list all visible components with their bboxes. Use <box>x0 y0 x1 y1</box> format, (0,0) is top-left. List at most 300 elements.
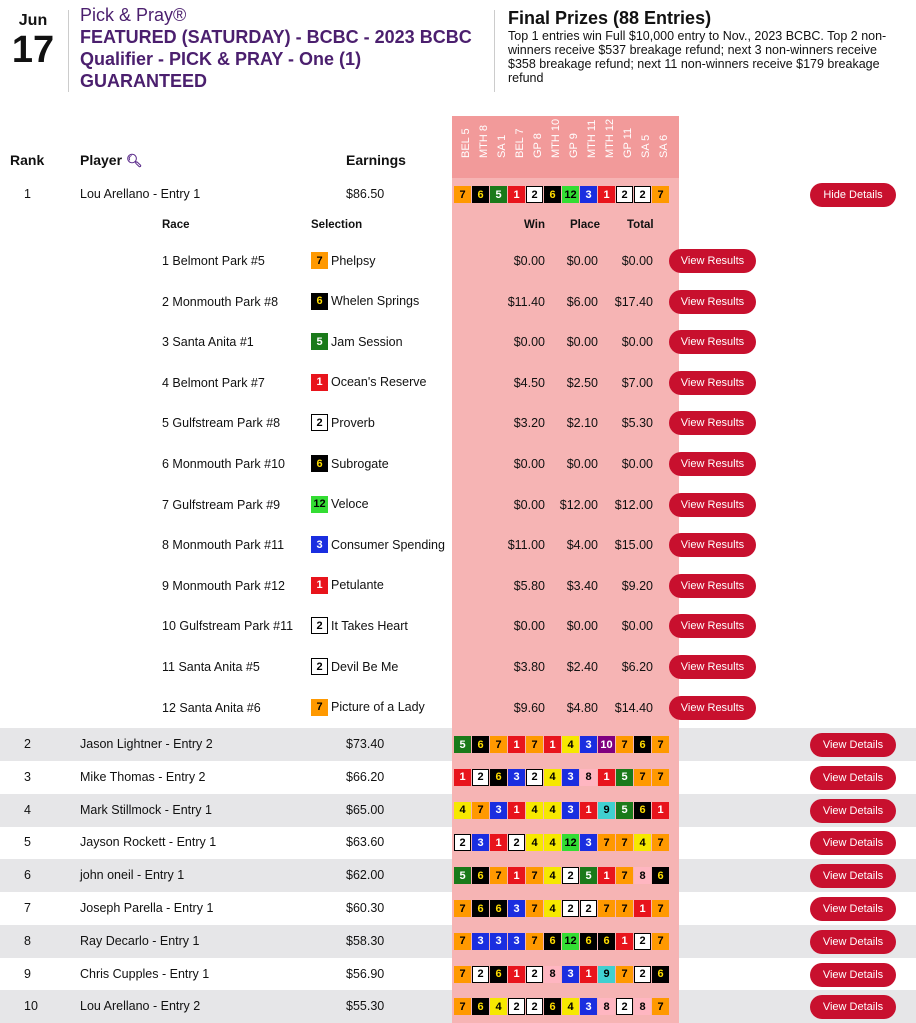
saddle-cloth-number: 6 <box>544 998 561 1015</box>
saddle-cloth-number: 2 <box>311 617 328 634</box>
place-amount: $4.00 <box>566 538 598 553</box>
saddle-cloth-number: 1 <box>652 802 669 819</box>
race-column-label: GP 8 <box>532 133 544 158</box>
saddle-cloth-number: 3 <box>580 834 597 851</box>
win-amount: $11.40 <box>507 294 545 309</box>
brand-name: Pick & Pray® <box>80 5 187 25</box>
race-column-header <box>564 118 582 170</box>
saddle-cloth-number: 8 <box>544 966 561 983</box>
view-results-button[interactable]: View Results <box>669 533 756 557</box>
view-results-button[interactable]: View Results <box>669 290 756 314</box>
race-name: 11 Santa Anita #5 <box>162 660 260 674</box>
saddle-cloth-number: 7 <box>652 900 669 917</box>
total-amount: $0.00 <box>621 254 653 268</box>
race-name: 2 Monmouth Park #8 <box>162 294 279 309</box>
race-column-header <box>600 118 618 170</box>
earnings-cell: $86.50 <box>346 187 385 201</box>
selection-cell <box>311 658 398 675</box>
race-name: 9 Monmouth Park #12 <box>162 578 285 593</box>
view-results-button[interactable]: View Results <box>669 574 756 598</box>
earnings-header: Earnings <box>346 152 406 168</box>
detail-row <box>0 526 916 566</box>
detail-row <box>0 404 916 444</box>
saddle-cloth-number: 2 <box>616 998 633 1015</box>
selection-cell <box>311 577 384 594</box>
detail-row <box>0 486 916 526</box>
win-amount: $3.20 <box>513 416 545 431</box>
place-amount: $3.40 <box>566 578 598 593</box>
detail-row <box>0 283 916 323</box>
race-column-label: BEL 7 <box>514 128 526 158</box>
hide-details-button[interactable]: Hide Details <box>810 183 896 207</box>
saddle-cloth-number: 2 <box>311 414 328 431</box>
saddle-cloth-number: 7 <box>652 933 669 950</box>
saddle-cloth-number: 2 <box>634 933 651 950</box>
horse-name: Jam Session <box>331 334 403 349</box>
win-amount: $4.50 <box>513 375 545 390</box>
selection-cell <box>311 699 425 716</box>
saddle-cloth-number: 3 <box>472 933 489 950</box>
place-amount: $0.00 <box>566 457 598 471</box>
view-details-button[interactable]: View Details <box>810 864 896 888</box>
detail-total-header: Total <box>627 219 654 231</box>
race-column-header <box>510 118 528 170</box>
saddle-cloth-number: 2 <box>526 186 543 203</box>
saddle-cloth-number: 7 <box>616 966 633 983</box>
picks-boxes <box>454 736 669 753</box>
race-column-label: MTH 8 <box>478 125 490 158</box>
race-column-header <box>492 118 510 170</box>
saddle-cloth-number: 7 <box>454 933 471 950</box>
saddle-cloth-number: 6 <box>544 186 561 203</box>
saddle-cloth-number: 12 <box>311 496 328 513</box>
player-cell: Mark Stillmock - Entry 1 <box>80 802 212 817</box>
saddle-cloth-number: 3 <box>562 966 579 983</box>
view-results-button[interactable]: View Results <box>669 249 756 273</box>
earnings-cell: $58.30 <box>346 933 385 948</box>
saddle-cloth-number: 7 <box>652 834 669 851</box>
view-results-button[interactable]: View Results <box>669 411 756 435</box>
race-name: 4 Belmont Park #7 <box>162 375 265 390</box>
date-day: 17 <box>11 29 55 71</box>
saddle-cloth-number: 6 <box>490 966 507 983</box>
place-amount: $4.80 <box>566 700 598 715</box>
saddle-cloth-number: 1 <box>490 834 507 851</box>
saddle-cloth-number: 6 <box>472 867 489 884</box>
saddle-cloth-number: 1 <box>508 867 525 884</box>
divider <box>68 10 69 92</box>
race-name: 1 Belmont Park #5 <box>162 254 265 268</box>
picks-boxes <box>454 966 669 983</box>
saddle-cloth-number: 5 <box>454 867 471 884</box>
prizes-text: Top 1 entries win Full $10,000 entry to Nov., 2023 BCBC. Top 2 non-winners receive $537 breakage refund; next 3 non-winners receive $358 breakage refund; next 11 non-winners receive $179 breakage refund <box>508 29 887 85</box>
saddle-cloth-number: 8 <box>598 998 615 1015</box>
saddle-cloth-number: 8 <box>634 998 651 1015</box>
race-column-label: SA 1 <box>496 134 508 158</box>
leaderboard-row <box>0 925 916 958</box>
detail-row <box>0 364 916 404</box>
race-column-header <box>582 118 600 170</box>
date-month: Jun <box>18 12 48 29</box>
total-amount: $14.40 <box>614 700 653 715</box>
rank-cell: 6 <box>24 868 31 883</box>
saddle-cloth-number: 8 <box>634 867 651 884</box>
saddle-cloth-number: 4 <box>544 867 561 884</box>
saddle-cloth-number: 7 <box>616 867 633 884</box>
saddle-cloth-number: 6 <box>472 186 489 203</box>
earnings-cell: $62.00 <box>346 868 385 883</box>
saddle-cloth-number: 7 <box>490 736 507 753</box>
total-amount: $15.00 <box>614 538 653 553</box>
view-details-button[interactable]: View Details <box>810 733 896 757</box>
selection-cell <box>311 252 375 269</box>
earnings-cell: $60.30 <box>346 901 385 915</box>
saddle-cloth-number: 5 <box>490 186 507 203</box>
win-amount: $0.00 <box>513 335 545 350</box>
picks-boxes <box>454 834 669 851</box>
picks-boxes <box>454 998 669 1015</box>
earnings-cell: $56.90 <box>346 966 385 981</box>
saddle-cloth-number: 7 <box>454 900 471 917</box>
place-amount: $12.00 <box>559 497 598 512</box>
view-results-button[interactable]: View Results <box>669 696 756 720</box>
view-details-button[interactable]: View Details <box>810 799 896 823</box>
race-name: 6 Monmouth Park #10 <box>162 457 285 471</box>
saddle-cloth-number: 7 <box>454 998 471 1015</box>
view-details-button[interactable]: View Details <box>810 963 896 987</box>
saddle-cloth-number: 2 <box>562 867 579 884</box>
saddle-cloth-number: 4 <box>544 834 561 851</box>
saddle-cloth-number: 1 <box>311 374 328 391</box>
saddle-cloth-number: 6 <box>652 966 669 983</box>
saddle-cloth-number: 2 <box>472 769 489 786</box>
detail-selection-header: Selection <box>311 219 363 231</box>
view-results-button[interactable]: View Results <box>669 330 756 354</box>
race-column-header <box>546 118 564 170</box>
selection-cell <box>311 374 426 391</box>
saddle-cloth-number: 5 <box>616 769 633 786</box>
rank-cell: 8 <box>24 933 31 948</box>
place-amount: $2.50 <box>566 375 598 390</box>
selection-cell <box>311 414 375 431</box>
view-details-button[interactable]: View Details <box>810 766 896 790</box>
prizes-title: Final Prizes (88 Entries) <box>508 8 712 28</box>
race-column-header <box>456 118 474 170</box>
player-cell: Jason Lightner - Entry 2 <box>80 737 213 751</box>
saddle-cloth-number: 9 <box>598 966 615 983</box>
saddle-cloth-number: 4 <box>526 802 543 819</box>
rank-cell: 7 <box>24 901 31 915</box>
saddle-cloth-number: 3 <box>580 736 597 753</box>
place-amount: $2.10 <box>566 416 598 431</box>
race-column-header <box>654 118 672 170</box>
saddle-cloth-number: 5 <box>616 802 633 819</box>
saddle-cloth-number: 3 <box>472 834 489 851</box>
total-amount: $9.20 <box>621 578 653 593</box>
saddle-cloth-number: 6 <box>311 455 328 472</box>
player-cell: Lou Arellano - Entry 2 <box>80 999 201 1014</box>
saddle-cloth-number: 6 <box>598 933 615 950</box>
race-name: 3 Santa Anita #1 <box>162 335 254 350</box>
saddle-cloth-number: 1 <box>580 802 597 819</box>
rank-cell: 4 <box>24 802 31 817</box>
saddle-cloth-number: 1 <box>508 186 525 203</box>
race-name: 12 Santa Anita #6 <box>162 700 261 715</box>
total-amount: $0.00 <box>621 457 653 471</box>
rank-cell: 1 <box>24 187 31 201</box>
horse-name: Proverb <box>331 415 375 430</box>
saddle-cloth-number: 7 <box>472 802 489 819</box>
selection-cell <box>311 536 445 553</box>
saddle-cloth-number: 7 <box>311 699 328 716</box>
total-amount: $6.20 <box>621 660 653 674</box>
saddle-cloth-number: 7 <box>526 900 543 917</box>
leader-row <box>0 180 916 210</box>
saddle-cloth-number: 7 <box>454 186 471 203</box>
rank-cell: 5 <box>24 835 31 850</box>
saddle-cloth-number: 7 <box>526 867 543 884</box>
saddle-cloth-number: 7 <box>616 900 633 917</box>
saddle-cloth-number: 1 <box>508 802 525 819</box>
player-cell: Jayson Rockett - Entry 1 <box>80 835 217 850</box>
total-amount: $0.00 <box>621 619 653 634</box>
saddle-cloth-number: 7 <box>311 252 328 269</box>
horse-name: Veloce <box>331 497 369 512</box>
picks-boxes <box>454 867 669 884</box>
earnings-cell: $63.60 <box>346 835 385 850</box>
place-amount: $2.40 <box>566 660 598 674</box>
detail-row <box>0 567 916 607</box>
rank-cell: 10 <box>24 999 38 1014</box>
saddle-cloth-number: 4 <box>544 802 561 819</box>
win-amount: $11.00 <box>507 538 545 553</box>
total-amount: $7.00 <box>621 375 653 390</box>
race-column-label: SA 6 <box>658 134 670 158</box>
saddle-cloth-number: 2 <box>562 900 579 917</box>
saddle-cloth-number: 7 <box>454 966 471 983</box>
detail-race-header: Race <box>162 219 190 231</box>
detail-place-header: Place <box>570 219 601 231</box>
saddle-cloth-number: 9 <box>598 802 615 819</box>
saddle-cloth-number: 2 <box>526 998 543 1015</box>
leaderboard-row <box>0 859 916 892</box>
win-amount: $0.00 <box>513 254 545 268</box>
detail-row <box>0 323 916 363</box>
saddle-cloth-number: 2 <box>634 186 651 203</box>
win-amount: $0.00 <box>513 619 545 634</box>
leaderboard-row <box>0 761 916 794</box>
place-amount: $6.00 <box>566 294 598 309</box>
race-column-header <box>618 118 636 170</box>
player-cell: Joseph Parella - Entry 1 <box>80 901 214 915</box>
race-column-label: SA 5 <box>640 134 652 158</box>
race-column-header <box>636 118 654 170</box>
horse-name: Subrogate <box>331 456 389 471</box>
saddle-cloth-number: 6 <box>652 867 669 884</box>
race-column-label: MTH 11 <box>586 119 598 158</box>
win-amount: $0.00 <box>513 497 545 512</box>
saddle-cloth-number: 3 <box>562 769 579 786</box>
player-cell: Chris Cupples - Entry 1 <box>80 966 210 981</box>
saddle-cloth-number: 1 <box>508 736 525 753</box>
saddle-cloth-number: 1 <box>580 966 597 983</box>
place-amount: $0.00 <box>566 619 598 634</box>
saddle-cloth-number: 1 <box>598 769 615 786</box>
saddle-cloth-number: 1 <box>616 933 633 950</box>
saddle-cloth-number: 6 <box>634 736 651 753</box>
saddle-cloth-number: 7 <box>598 834 615 851</box>
saddle-cloth-number: 5 <box>454 736 471 753</box>
saddle-cloth-number: 6 <box>311 293 328 310</box>
race-column-label: GP 11 <box>622 127 634 158</box>
race-headers <box>452 116 679 178</box>
saddle-cloth-number: 7 <box>616 834 633 851</box>
saddle-cloth-number: 7 <box>652 736 669 753</box>
saddle-cloth-number: 12 <box>562 186 579 203</box>
saddle-cloth-number: 2 <box>311 658 328 675</box>
saddle-cloth-number: 5 <box>311 333 328 350</box>
saddle-cloth-number: 3 <box>490 802 507 819</box>
saddle-cloth-number: 2 <box>454 834 471 851</box>
player-header[interactable] <box>80 152 143 169</box>
divider <box>494 10 495 92</box>
view-results-button[interactable]: View Results <box>669 655 756 679</box>
rank-cell: 3 <box>24 769 31 784</box>
saddle-cloth-number: 7 <box>634 769 651 786</box>
saddle-cloth-number: 2 <box>580 900 597 917</box>
saddle-cloth-number: 3 <box>562 802 579 819</box>
saddle-cloth-number: 6 <box>634 802 651 819</box>
rank-cell: 2 <box>24 737 31 751</box>
saddle-cloth-number: 6 <box>490 900 507 917</box>
saddle-cloth-number: 6 <box>490 769 507 786</box>
player-cell: Mike Thomas - Entry 2 <box>80 769 206 784</box>
saddle-cloth-number: 6 <box>472 900 489 917</box>
saddle-cloth-number: 2 <box>472 966 489 983</box>
horse-name: Phelpsy <box>331 253 376 268</box>
detail-row <box>0 242 916 282</box>
saddle-cloth-number: 4 <box>490 998 507 1015</box>
earnings-cell: $65.00 <box>346 802 385 817</box>
saddle-cloth-number: 1 <box>454 769 471 786</box>
saddle-cloth-number: 6 <box>544 933 561 950</box>
contest-title: FEATURED (SATURDAY) - BCBC - 2023 BCBC Qualifier - PICK & PRAY - One (1) GUARANTEED <box>80 27 472 91</box>
saddle-cloth-number: 2 <box>508 998 525 1015</box>
saddle-cloth-number: 6 <box>580 933 597 950</box>
saddle-cloth-number: 1 <box>508 966 525 983</box>
saddle-cloth-number: 7 <box>598 900 615 917</box>
picks-boxes <box>454 802 669 819</box>
view-details-button[interactable]: View Details <box>810 831 896 855</box>
saddle-cloth-number: 3 <box>580 186 597 203</box>
saddle-cloth-number: 4 <box>526 834 543 851</box>
view-details-button[interactable]: View Details <box>810 930 896 954</box>
picks-boxes <box>454 933 669 950</box>
saddle-cloth-number: 3 <box>508 769 525 786</box>
horse-name: Whelen Springs <box>331 294 420 309</box>
date-block <box>8 12 58 70</box>
saddle-cloth-number: 1 <box>634 900 651 917</box>
horse-name: Picture of a Lady <box>331 700 425 715</box>
picks-boxes <box>454 900 669 917</box>
view-results-button[interactable]: View Results <box>669 452 756 476</box>
leaderboard-row <box>0 892 916 925</box>
race-column-label: GP 9 <box>568 133 580 158</box>
player-header-label: Player <box>80 152 123 168</box>
detail-win-header: Win <box>524 219 545 231</box>
selection-cell <box>311 333 403 350</box>
player-cell: john oneil - Entry 1 <box>80 868 185 883</box>
selection-cell <box>311 293 419 310</box>
saddle-cloth-number: 2 <box>508 834 525 851</box>
race-column-header <box>474 118 492 170</box>
saddle-cloth-number: 4 <box>562 998 579 1015</box>
prizes-block <box>508 8 908 85</box>
saddle-cloth-number: 7 <box>490 867 507 884</box>
view-results-button[interactable]: View Results <box>669 371 756 395</box>
total-amount: $17.40 <box>614 294 653 309</box>
saddle-cloth-number: 4 <box>634 834 651 851</box>
detail-row <box>0 445 916 485</box>
saddle-cloth-number: 3 <box>311 536 328 553</box>
earnings-cell: $55.30 <box>346 999 385 1014</box>
picks-boxes <box>454 186 669 203</box>
saddle-cloth-number: 6 <box>472 998 489 1015</box>
saddle-cloth-number: 10 <box>598 736 615 753</box>
search-icon[interactable]: 🔍︎ <box>126 153 143 168</box>
race-column-label: BEL 5 <box>460 128 472 158</box>
saddle-cloth-number: 3 <box>580 998 597 1015</box>
view-results-button[interactable]: View Results <box>669 614 756 638</box>
saddle-cloth-number: 5 <box>580 867 597 884</box>
saddle-cloth-number: 1 <box>544 736 561 753</box>
horse-name: Devil Be Me <box>331 659 399 674</box>
rank-cell: 9 <box>24 966 31 981</box>
player-cell: Ray Decarlo - Entry 1 <box>80 933 200 948</box>
saddle-cloth-number: 2 <box>634 966 651 983</box>
leaderboard-row <box>0 990 916 1023</box>
saddle-cloth-number: 1 <box>598 867 615 884</box>
horse-name: Consumer Spending <box>331 537 445 552</box>
leaderboard-row <box>0 958 916 991</box>
view-results-button[interactable]: View Results <box>669 493 756 517</box>
rank-header: Rank <box>10 152 45 168</box>
saddle-cloth-number: 12 <box>562 834 579 851</box>
selection-cell <box>311 496 369 513</box>
saddle-cloth-number: 4 <box>562 736 579 753</box>
race-name: 7 Gulfstream Park #9 <box>162 497 281 512</box>
leaderboard-row <box>0 728 916 761</box>
saddle-cloth-number: 3 <box>508 900 525 917</box>
detail-row <box>0 648 916 688</box>
saddle-cloth-number: 7 <box>526 933 543 950</box>
saddle-cloth-number: 4 <box>454 802 471 819</box>
saddle-cloth-number: 4 <box>544 769 561 786</box>
saddle-cloth-number: 2 <box>526 769 543 786</box>
race-name: 8 Monmouth Park #11 <box>162 538 285 553</box>
place-amount: $0.00 <box>566 335 598 350</box>
race-name: 5 Gulfstream Park #8 <box>162 416 281 431</box>
view-details-button[interactable]: View Details <box>810 995 896 1019</box>
view-details-button[interactable]: View Details <box>810 897 896 921</box>
picks-boxes <box>454 769 669 786</box>
win-amount: $9.60 <box>513 700 545 715</box>
saddle-cloth-number: 2 <box>526 966 543 983</box>
saddle-cloth-number: 3 <box>490 933 507 950</box>
race-name: 10 Gulfstream Park #11 <box>162 619 294 634</box>
selection-cell <box>311 455 389 472</box>
detail-row <box>0 607 916 647</box>
